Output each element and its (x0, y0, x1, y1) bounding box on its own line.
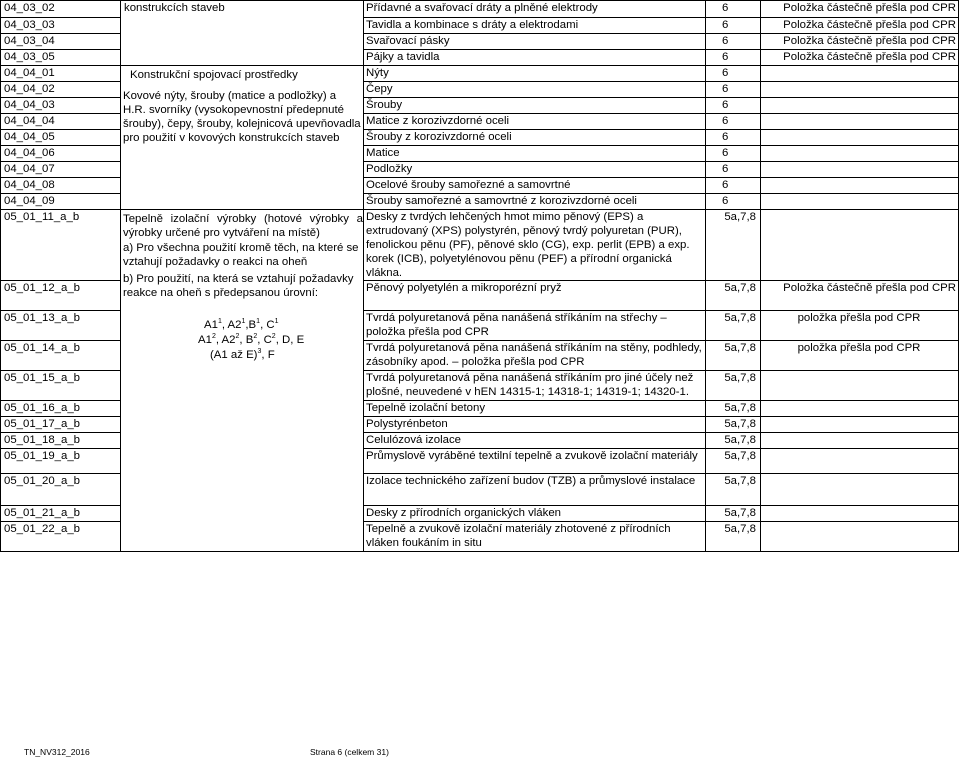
row-product: Průmyslově vyráběné textilní tepelně a zvukově izolační materiály (366, 450, 698, 462)
row-system: 5a,7,8 (724, 475, 756, 487)
row-system: 6 (722, 179, 729, 191)
row-system: 6 (722, 131, 729, 143)
row-product: Matice (366, 147, 400, 159)
row-system: 5a,7,8 (724, 507, 756, 519)
row-system: 6 (722, 51, 729, 63)
group-0501-option-b: b) Pro použití, na která se vztahují požadavky reakce na oheň s předepsanou úrovní: (123, 273, 354, 299)
row-product: Šrouby samořezné a samovrtné z korozivzdorné oceli (366, 195, 637, 207)
row-code: 05_01_16_a_b (4, 402, 81, 414)
row-system: 5a,7,8 (724, 372, 756, 384)
row-code: 05_01_11_a_b (4, 211, 80, 223)
row-code: 05_01_19_a_b (4, 450, 81, 462)
row-code: 04_04_03 (4, 99, 55, 111)
row-code: 04_04_01 (4, 67, 55, 79)
row-note: Položka částečně přešla pod CPR (783, 282, 956, 294)
group-0501-description: Tepelně izolační výrobky (hotové výrobky a výrobky určené pro vytváření na místě) (123, 213, 363, 239)
row-system: 5a,7,8 (724, 342, 756, 354)
row-system: 5a,7,8 (724, 211, 756, 223)
group-0404-description: Kovové nýty, šrouby (matice a podložky) a H.R. svorníky (vysokopevnostní předepnuté šrouby), čepy, šrouby, kolejnicová upevňovadla pro použití v kovových konstrukcích staveb (123, 90, 361, 144)
row-product: Přídavné a svařovací dráty a plněné elektrody (366, 2, 598, 14)
row-product: Desky z tvrdých lehčených hmot mimo pěnový (EPS) a extrudovaný (XPS) polystyrén, pěnový tvrdý polyuretan (PUR), fenolickou pěnu (PF), pěnové sklo (CG), exp. perlit (EPB) a exp. korek (ICB), polyetylénovou pěnu (PEF) a přírodní organická vlákna. (366, 211, 690, 279)
row-product: Šrouby (366, 99, 403, 111)
row-note: Položka částečně přešla pod CPR (783, 51, 956, 63)
row-system: 5a,7,8 (724, 418, 756, 430)
row-system: 6 (722, 19, 729, 31)
fire-classes-line-3: (A1 až E)$^3$, F (210, 348, 275, 361)
row-code: 04_04_07 (4, 163, 55, 175)
fire-classes-line-1: $A1^1$, $A2^1,B^1$, $C^1$ (204, 318, 279, 331)
row-code: 05_01_12_a_b (4, 282, 81, 294)
row-system: 5a,7,8 (724, 402, 756, 414)
row-code: 05_01_20_a_b (4, 475, 81, 487)
row-product: Čepy (366, 83, 393, 95)
row-system: 6 (722, 2, 729, 14)
row-code: 05_01_14_a_b (4, 342, 81, 354)
row-system: 6 (722, 83, 729, 95)
row-system: 6 (722, 99, 729, 111)
row-system: 6 (722, 35, 729, 47)
row-code: 04_04_06 (4, 147, 55, 159)
row-system: 6 (722, 147, 729, 159)
row-code: 04_04_09 (4, 195, 55, 207)
group-0404-title: Konstrukční spojovací prostředky (130, 69, 298, 81)
row-code: 04_04_08 (4, 179, 55, 191)
row-note: Položka částečně přešla pod CPR (783, 2, 956, 14)
footer-doc-id: TN_NV312_2016 (24, 747, 90, 757)
row-product: Ocelové šrouby samořezné a samovrtné (366, 179, 571, 191)
row-product: Tvrdá polyuretanová pěna nanášená stříkáním na stěny, podhledy, zásobníky apod. – položka přešla pod CPR (366, 342, 702, 368)
row-code: 05_01_18_a_b (4, 434, 81, 446)
footer-page-number: Strana 6 (celkem 31) (310, 747, 389, 757)
row-product: Podložky (366, 163, 413, 175)
group-0501-option-a: a) Pro všechna použití kromě těch, na které se vztahují požadavky o reakci na oheň (123, 242, 359, 268)
row-code: 05_01_21_a_b (4, 507, 81, 519)
row-code: 05_01_13_a_b (4, 312, 81, 324)
row-system: 5a,7,8 (724, 282, 756, 294)
row-product: Tvrdá polyuretanová pěna nanášená stříkáním na střechy – položka přešla pod CPR (366, 312, 667, 338)
row-product: Polystyrénbeton (366, 418, 448, 430)
row-system: 6 (722, 195, 729, 207)
row-note: položka přešla pod CPR (797, 312, 921, 324)
row-note: Položka částečně přešla pod CPR (783, 35, 956, 47)
row-code: 05_01_22_a_b (4, 523, 81, 535)
row-product: Matice z korozivzdorné oceli (366, 115, 510, 127)
row-note: Položka částečně přešla pod CPR (783, 19, 956, 31)
row-system: 5a,7,8 (724, 450, 756, 462)
row-code: 04_04_02 (4, 83, 55, 95)
row-product: Pájky a tavidla (366, 51, 440, 63)
row-code: 04_03_04 (4, 35, 55, 47)
row-system: 5a,7,8 (724, 312, 756, 324)
row-code: 05_01_17_a_b (4, 418, 81, 430)
row-product: Izolace technického zařízení budov (TZB) a průmyslové instalace (366, 475, 696, 487)
row-system: 5a,7,8 (724, 434, 756, 446)
row-system: 6 (722, 163, 729, 175)
row-code: 04_03_03 (4, 19, 55, 31)
row-code: 04_03_02 (4, 2, 55, 14)
row-product: Nýty (366, 67, 389, 79)
row-product: Celulózová izolace (366, 434, 461, 446)
fire-classes-line-2: $A1^2$, $A2^2$, $B^2$, $C^2$, D, E (198, 333, 305, 346)
row-product: Desky z přírodních organických vláken (366, 507, 561, 519)
row-code: 04_03_05 (4, 51, 55, 63)
row-code: 04_04_05 (4, 131, 55, 143)
row-note: položka přešla pod CPR (797, 342, 921, 354)
row-product: Šrouby z korozivzdorné oceli (366, 131, 512, 143)
row-product: Tvrdá polyuretanová pěna nanášená stříkáním pro jiné účely než plošné, neuvedené v hEN 14315-1; 14318-1; 14319-1; 14320-1. (366, 372, 694, 398)
row-product: Tavidla a kombinace s dráty a elektrodami (366, 19, 579, 31)
group-0403-text: konstrukcích staveb (124, 2, 225, 14)
row-code: 04_04_04 (4, 115, 55, 127)
row-system: 6 (722, 67, 729, 79)
row-product: Svařovací pásky (366, 35, 450, 47)
row-product: Pěnový polyetylén a mikroporézní pryž (366, 282, 562, 294)
row-code: 05_01_15_a_b (4, 372, 81, 384)
row-product: Tepelně a zvukově izolační materiály zhotovené z přírodních vláken foukáním in situ (366, 523, 671, 549)
row-product: Tepelně izolační betony (366, 402, 486, 414)
row-system: 5a,7,8 (724, 523, 756, 535)
row-system: 6 (722, 115, 729, 127)
